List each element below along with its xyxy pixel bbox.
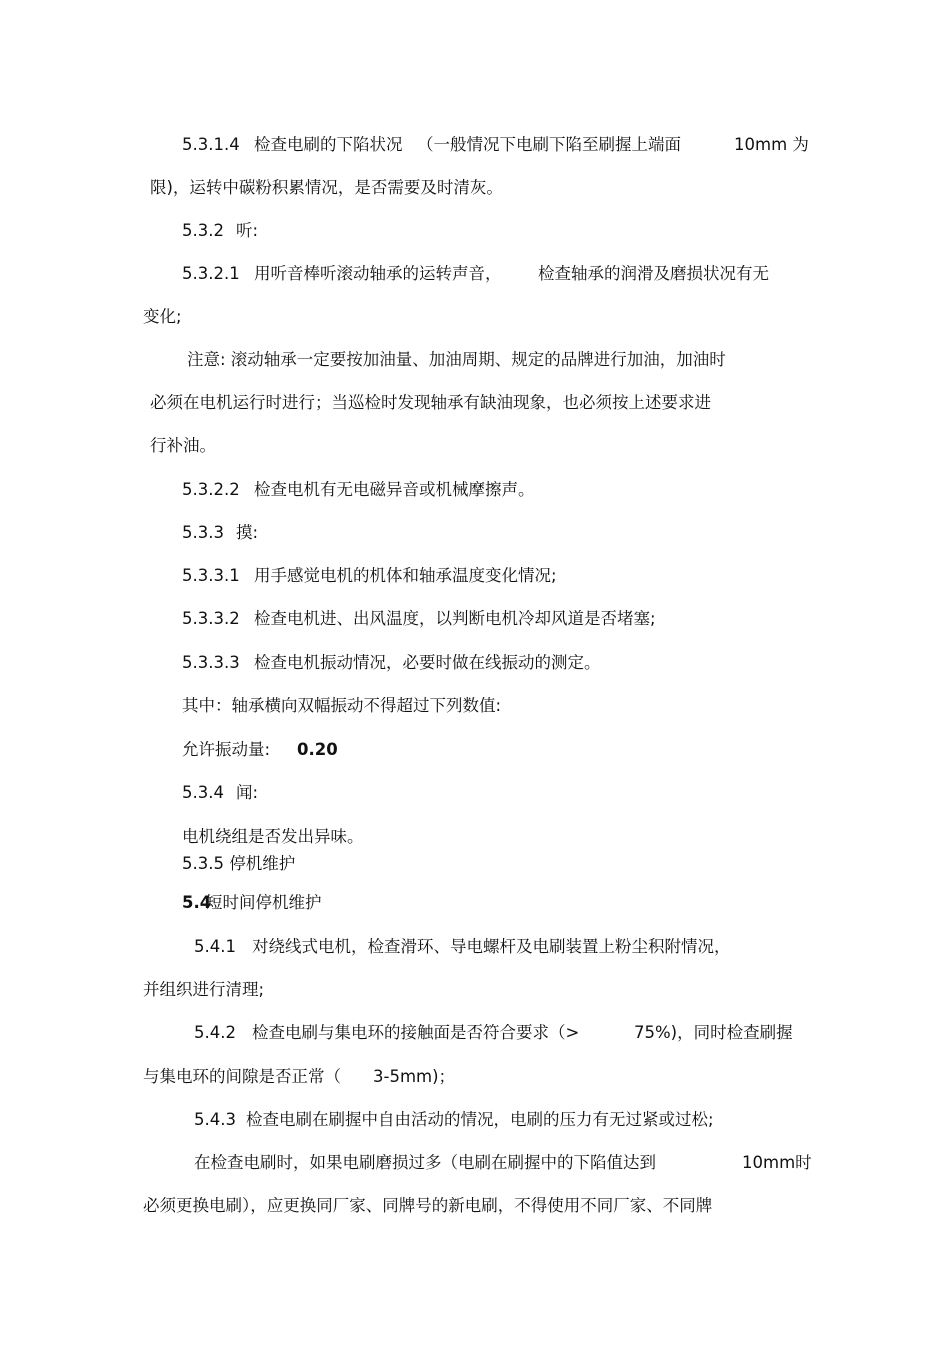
- section-number: 5.4: [182, 893, 212, 912]
- note-line: 注意: 滚动轴承一定要按加油量、加油周期、规定的品牌进行加油，加油时: [187, 350, 726, 369]
- text-segment: 检查电刷的下陷状况: [254, 135, 403, 154]
- section-number: 5.3.3: [182, 523, 224, 542]
- note-line: 行补油。: [150, 436, 216, 455]
- section-title: 摸:: [236, 523, 259, 542]
- text-segment: 75%)，同时检查刷握: [634, 1023, 793, 1042]
- section-number: 5.3.3.1: [182, 566, 240, 585]
- paragraph-line: 变化;: [143, 307, 182, 326]
- paragraph-line: 其中：轴承横向双幅振动不得超过下列数值:: [182, 696, 502, 715]
- text-segment: 检查电机振动情况，必要时做在线振动的测定。: [254, 653, 601, 672]
- text-segment: （一般情况下电刷下陷至刷握上端面: [417, 135, 681, 154]
- vibration-label: 允许振动量:: [182, 740, 271, 759]
- text-segment: 检查轴承的润滑及磨损状况有无: [538, 264, 769, 283]
- text-segment: 与集电环的间隙是否正常（: [143, 1067, 341, 1086]
- section-number: 5.4.1: [194, 937, 236, 956]
- text-segment: 10mm 为: [734, 135, 809, 154]
- section-number: 5.3.3.2: [182, 609, 240, 628]
- paragraph-line: 电机绕组是否发出异味。: [182, 827, 364, 846]
- text-segment: 10mm时: [742, 1153, 812, 1172]
- paragraph-line: 并组织进行清理;: [143, 980, 265, 999]
- section-title: 闻:: [236, 783, 259, 802]
- paragraph-line: 必须更换电刷），应更换同厂家、同牌号的新电刷，不得使用不同厂家、不同牌: [143, 1196, 713, 1215]
- text-segment: 检查电刷在刷握中自由活动的情况，电刷的压力有无过紧或过松;: [246, 1110, 714, 1129]
- section-title: 听:: [236, 221, 259, 240]
- text-segment: 在检查电刷时，如果电刷磨损过多（电刷在刷握中的下陷值达到: [194, 1153, 656, 1172]
- section-number: 5.3.3.3: [182, 653, 240, 672]
- text-segment: 用听音棒听滚动轴承的运转声音，: [254, 264, 502, 283]
- text-segment: 检查电机有无电磁异音或机械摩擦声。: [254, 480, 535, 499]
- section-title: 短时间停机维护: [206, 893, 322, 912]
- vibration-value: 0.20: [297, 740, 338, 759]
- section-number: 5.3.2: [182, 221, 224, 240]
- section-number: 5.3.1.4: [182, 135, 240, 154]
- text-segment: 检查电刷与集电环的接触面是否符合要求（>: [252, 1023, 580, 1042]
- section-heading: 5.3.5 停机维护: [182, 854, 296, 873]
- note-line: 必须在电机运行时进行；当巡检时发现轴承有缺油现象，也必须按上述要求进: [150, 393, 711, 412]
- text-segment: 检查电机进、出风温度，以判断电机冷却风道是否堵塞;: [254, 609, 656, 628]
- section-number: 5.3.4: [182, 783, 224, 802]
- section-number: 5.4.3: [194, 1110, 236, 1129]
- section-number: 5.4.2: [194, 1023, 236, 1042]
- text-segment: 3-5mm)；: [373, 1067, 456, 1086]
- text-segment: 对绕线式电机，检查滑环、导电螺杆及电刷装置上粉尘积附情况，: [252, 937, 731, 956]
- section-number: 5.3.2.2: [182, 480, 240, 499]
- text-segment: 用手感觉电机的机体和轴承温度变化情况;: [254, 566, 557, 585]
- paragraph-line: 限)，运转中碳粉积累情况，是否需要及时清灰。: [150, 178, 503, 197]
- section-number: 5.3.2.1: [182, 264, 240, 283]
